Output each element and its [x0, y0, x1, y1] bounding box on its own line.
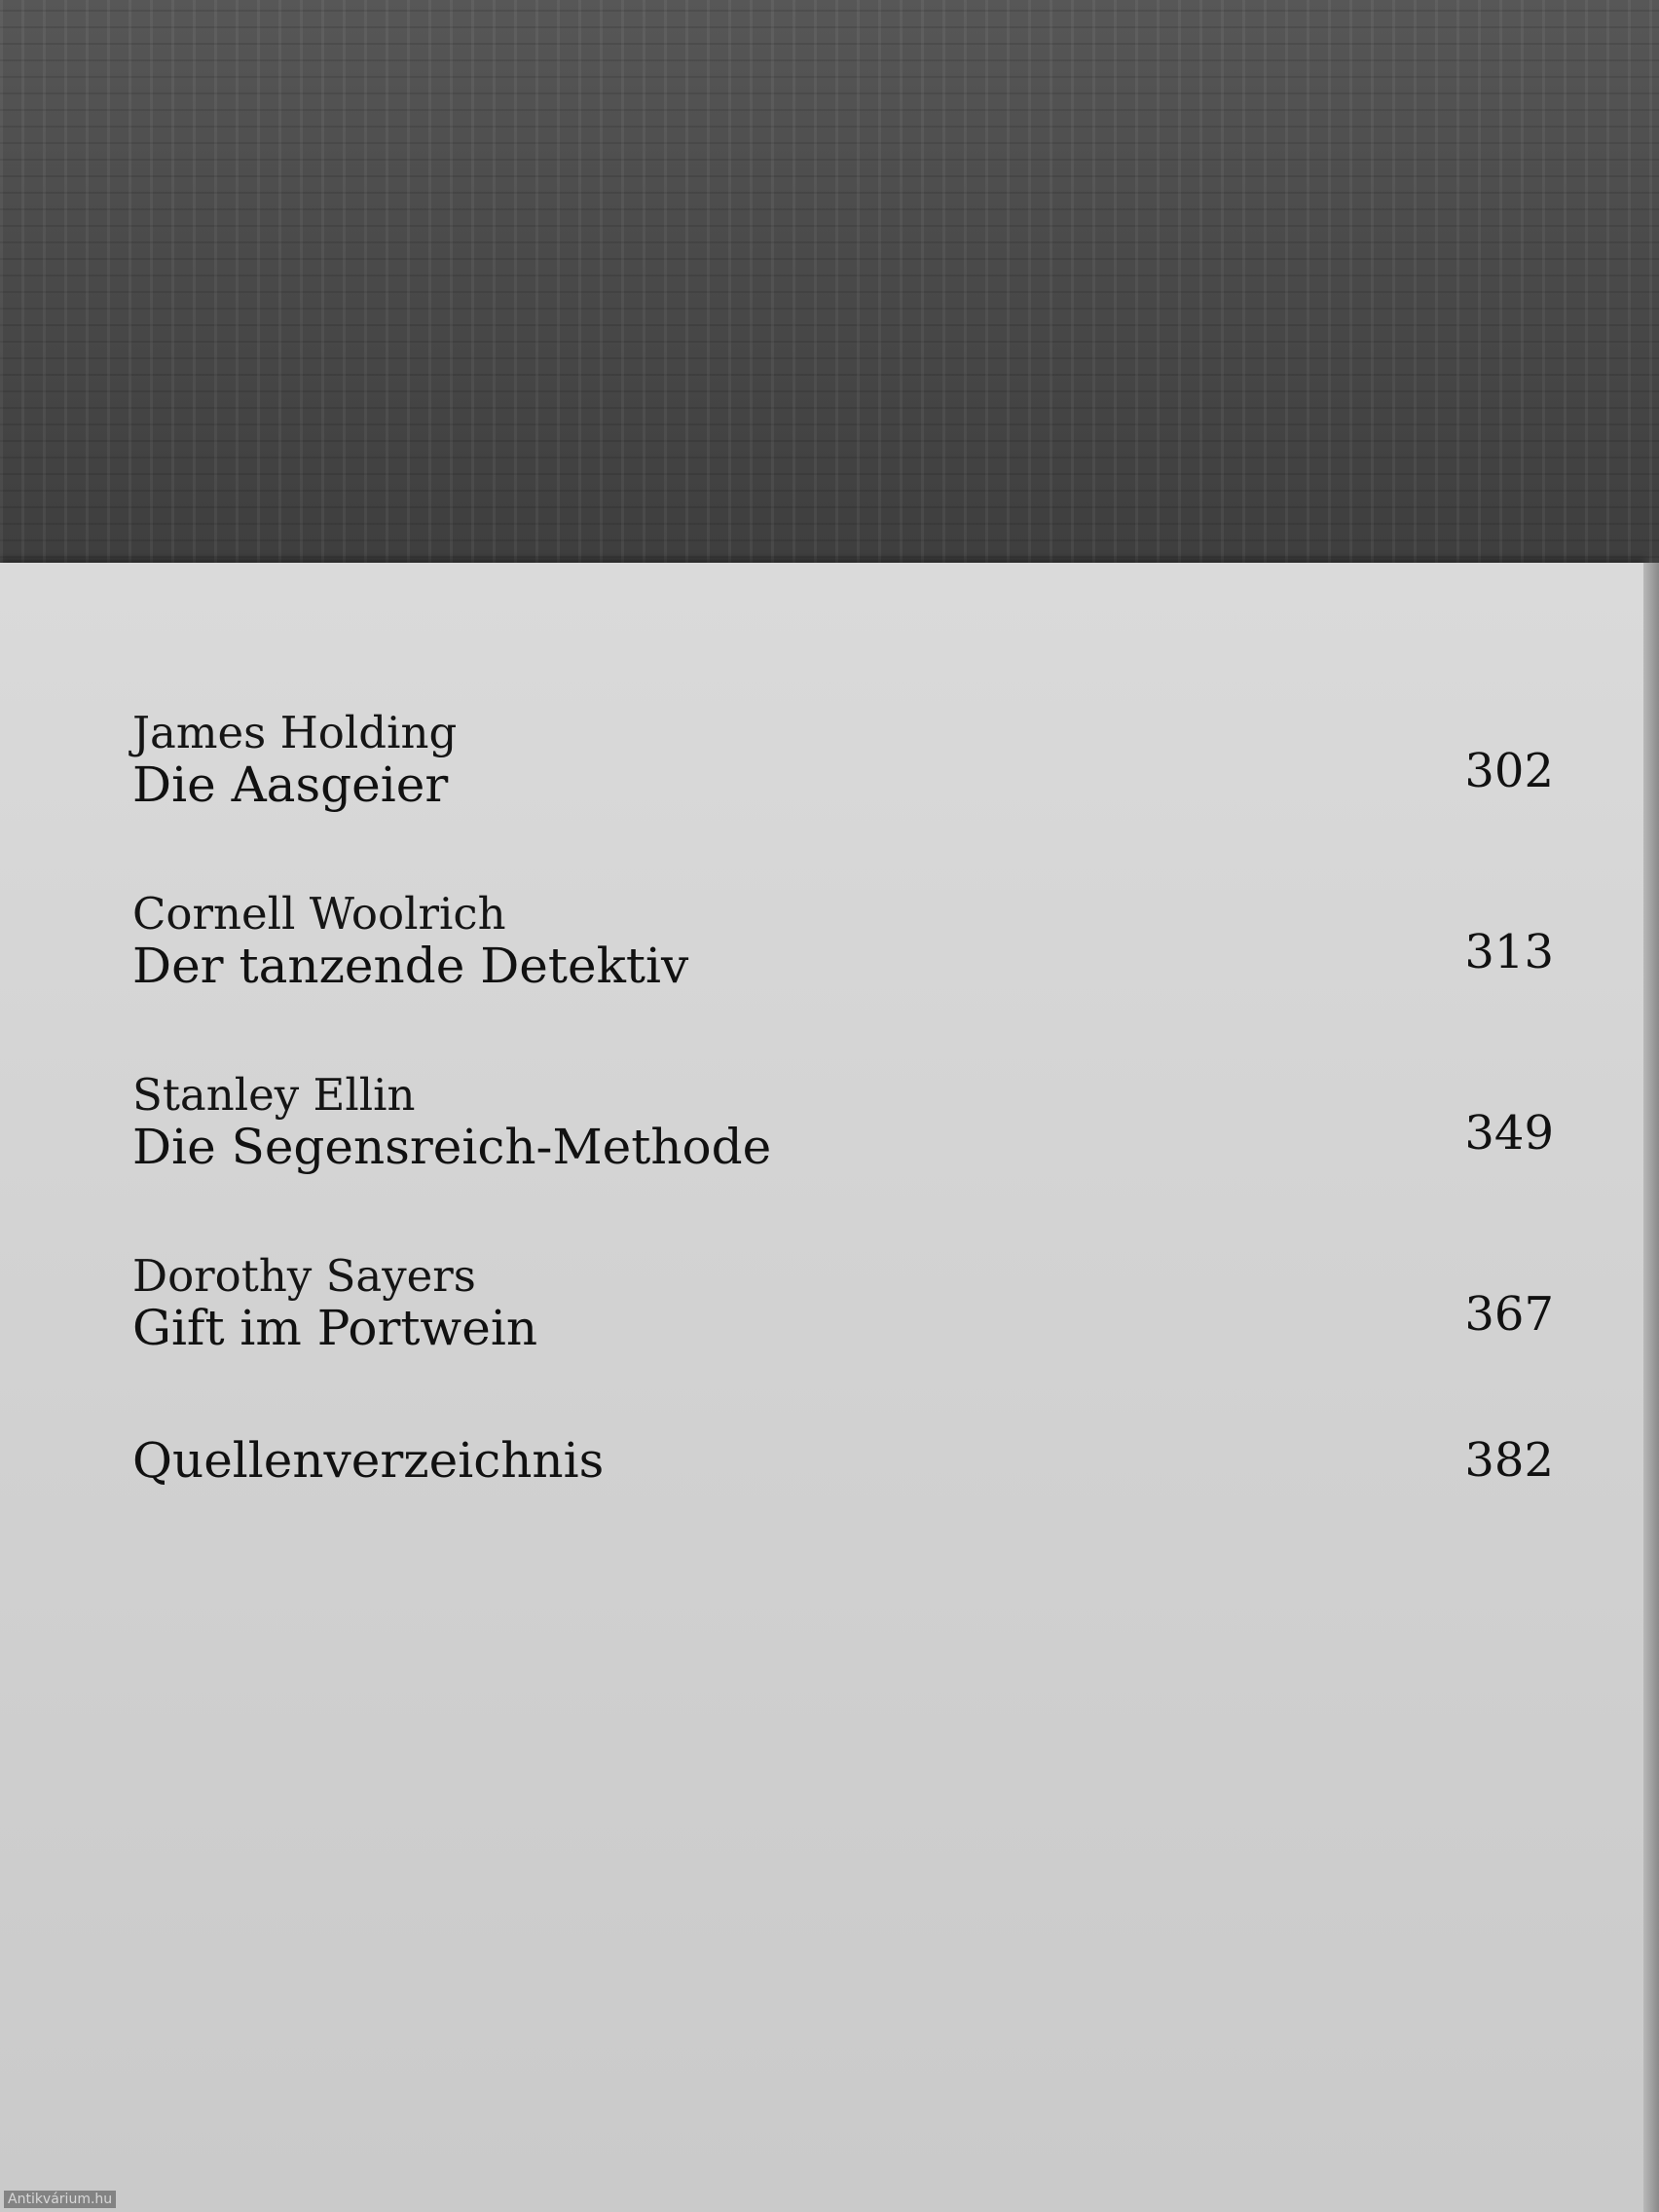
entry-title: Die Aasgeier: [132, 756, 449, 813]
toc-entry: [132, 1252, 1554, 1433]
entry-title: Der tanzende Detektiv: [132, 938, 689, 994]
entry-title: Die Segensreich-Methode: [132, 1119, 772, 1175]
table-surface: [0, 0, 1659, 574]
entry-author: Cornell Woolrich: [132, 888, 506, 940]
entry-page-number: 367: [1464, 1287, 1554, 1342]
appendix-page-number: 382: [1464, 1433, 1554, 1488]
book-page: [0, 563, 1645, 2212]
entry-page-number: 302: [1464, 744, 1554, 798]
toc-appendix-entry: [132, 1433, 1554, 1540]
entry-author: Stanley Ellin: [132, 1069, 416, 1121]
toc-entry: [132, 1071, 1554, 1252]
toc-entry: [132, 890, 1554, 1071]
entry-author: James Holding: [132, 707, 458, 758]
entry-title: Gift im Portwein: [132, 1300, 538, 1356]
toc-entry: [132, 709, 1554, 890]
entry-author: Dorothy Sayers: [132, 1250, 476, 1302]
entry-page-number: 349: [1464, 1106, 1554, 1161]
appendix-title: Quellenverzeichnis: [132, 1432, 605, 1489]
table-of-contents: [132, 709, 1554, 1540]
watermark: Antikvárium.hu: [4, 2191, 116, 2208]
page-edge: [1643, 563, 1659, 2212]
entry-page-number: 313: [1464, 925, 1554, 979]
